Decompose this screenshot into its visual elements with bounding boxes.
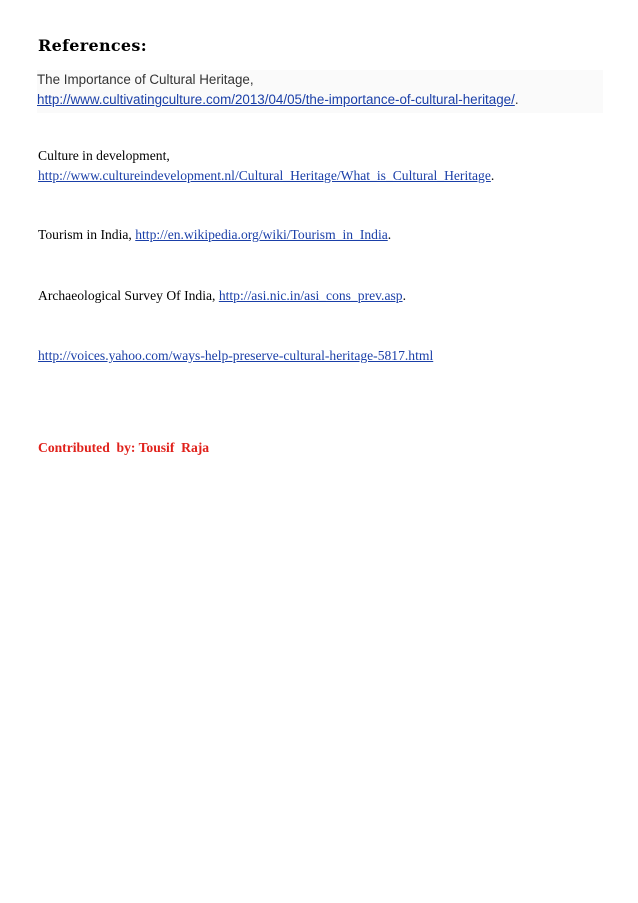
reference-title: Culture in development, xyxy=(38,148,170,163)
reference-item-culture-in-development xyxy=(38,146,494,186)
reference-item-archaeological-survey xyxy=(38,286,406,306)
reference-suffix: . xyxy=(402,288,406,303)
reference-link[interactable]: http://asi.nic.in/asi_cons_prev.asp xyxy=(218,288,403,303)
reference-suffix: . xyxy=(514,92,519,107)
reference-url-line xyxy=(38,166,494,186)
reference-link[interactable]: http://en.wikipedia.org/wiki/Tourism_in_India xyxy=(135,227,388,242)
reference-url-line xyxy=(37,90,603,110)
reference-link[interactable]: http://www.cultureindevelopment.nl/Cultural_Heritage/What_is_Cultural_Heritage xyxy=(38,168,491,183)
contributor-credit: Contributed by: Tousif Raja xyxy=(38,440,210,455)
reference-suffix: . xyxy=(490,168,495,183)
reference-suffix: . xyxy=(387,227,392,242)
reference-item-tourism-in-india xyxy=(38,225,391,245)
reference-title: The Importance of Cultural Heritage, xyxy=(37,72,254,87)
reference-item-cultural-heritage xyxy=(37,70,603,113)
reference-title: Archaeological Survey Of India, xyxy=(38,288,216,303)
reference-title: Tourism in India, xyxy=(38,227,132,242)
reference-link[interactable]: http://voices.yahoo.com/ways-help-preserve-cultural-heritage-5817.html xyxy=(38,348,434,363)
reference-item-yahoo-voices xyxy=(38,346,433,366)
reference-link[interactable]: http://www.cultivatingculture.com/2013/04/05/the-importance-of-cultural-heritage/ xyxy=(37,92,515,107)
references-heading: References: xyxy=(38,36,147,55)
